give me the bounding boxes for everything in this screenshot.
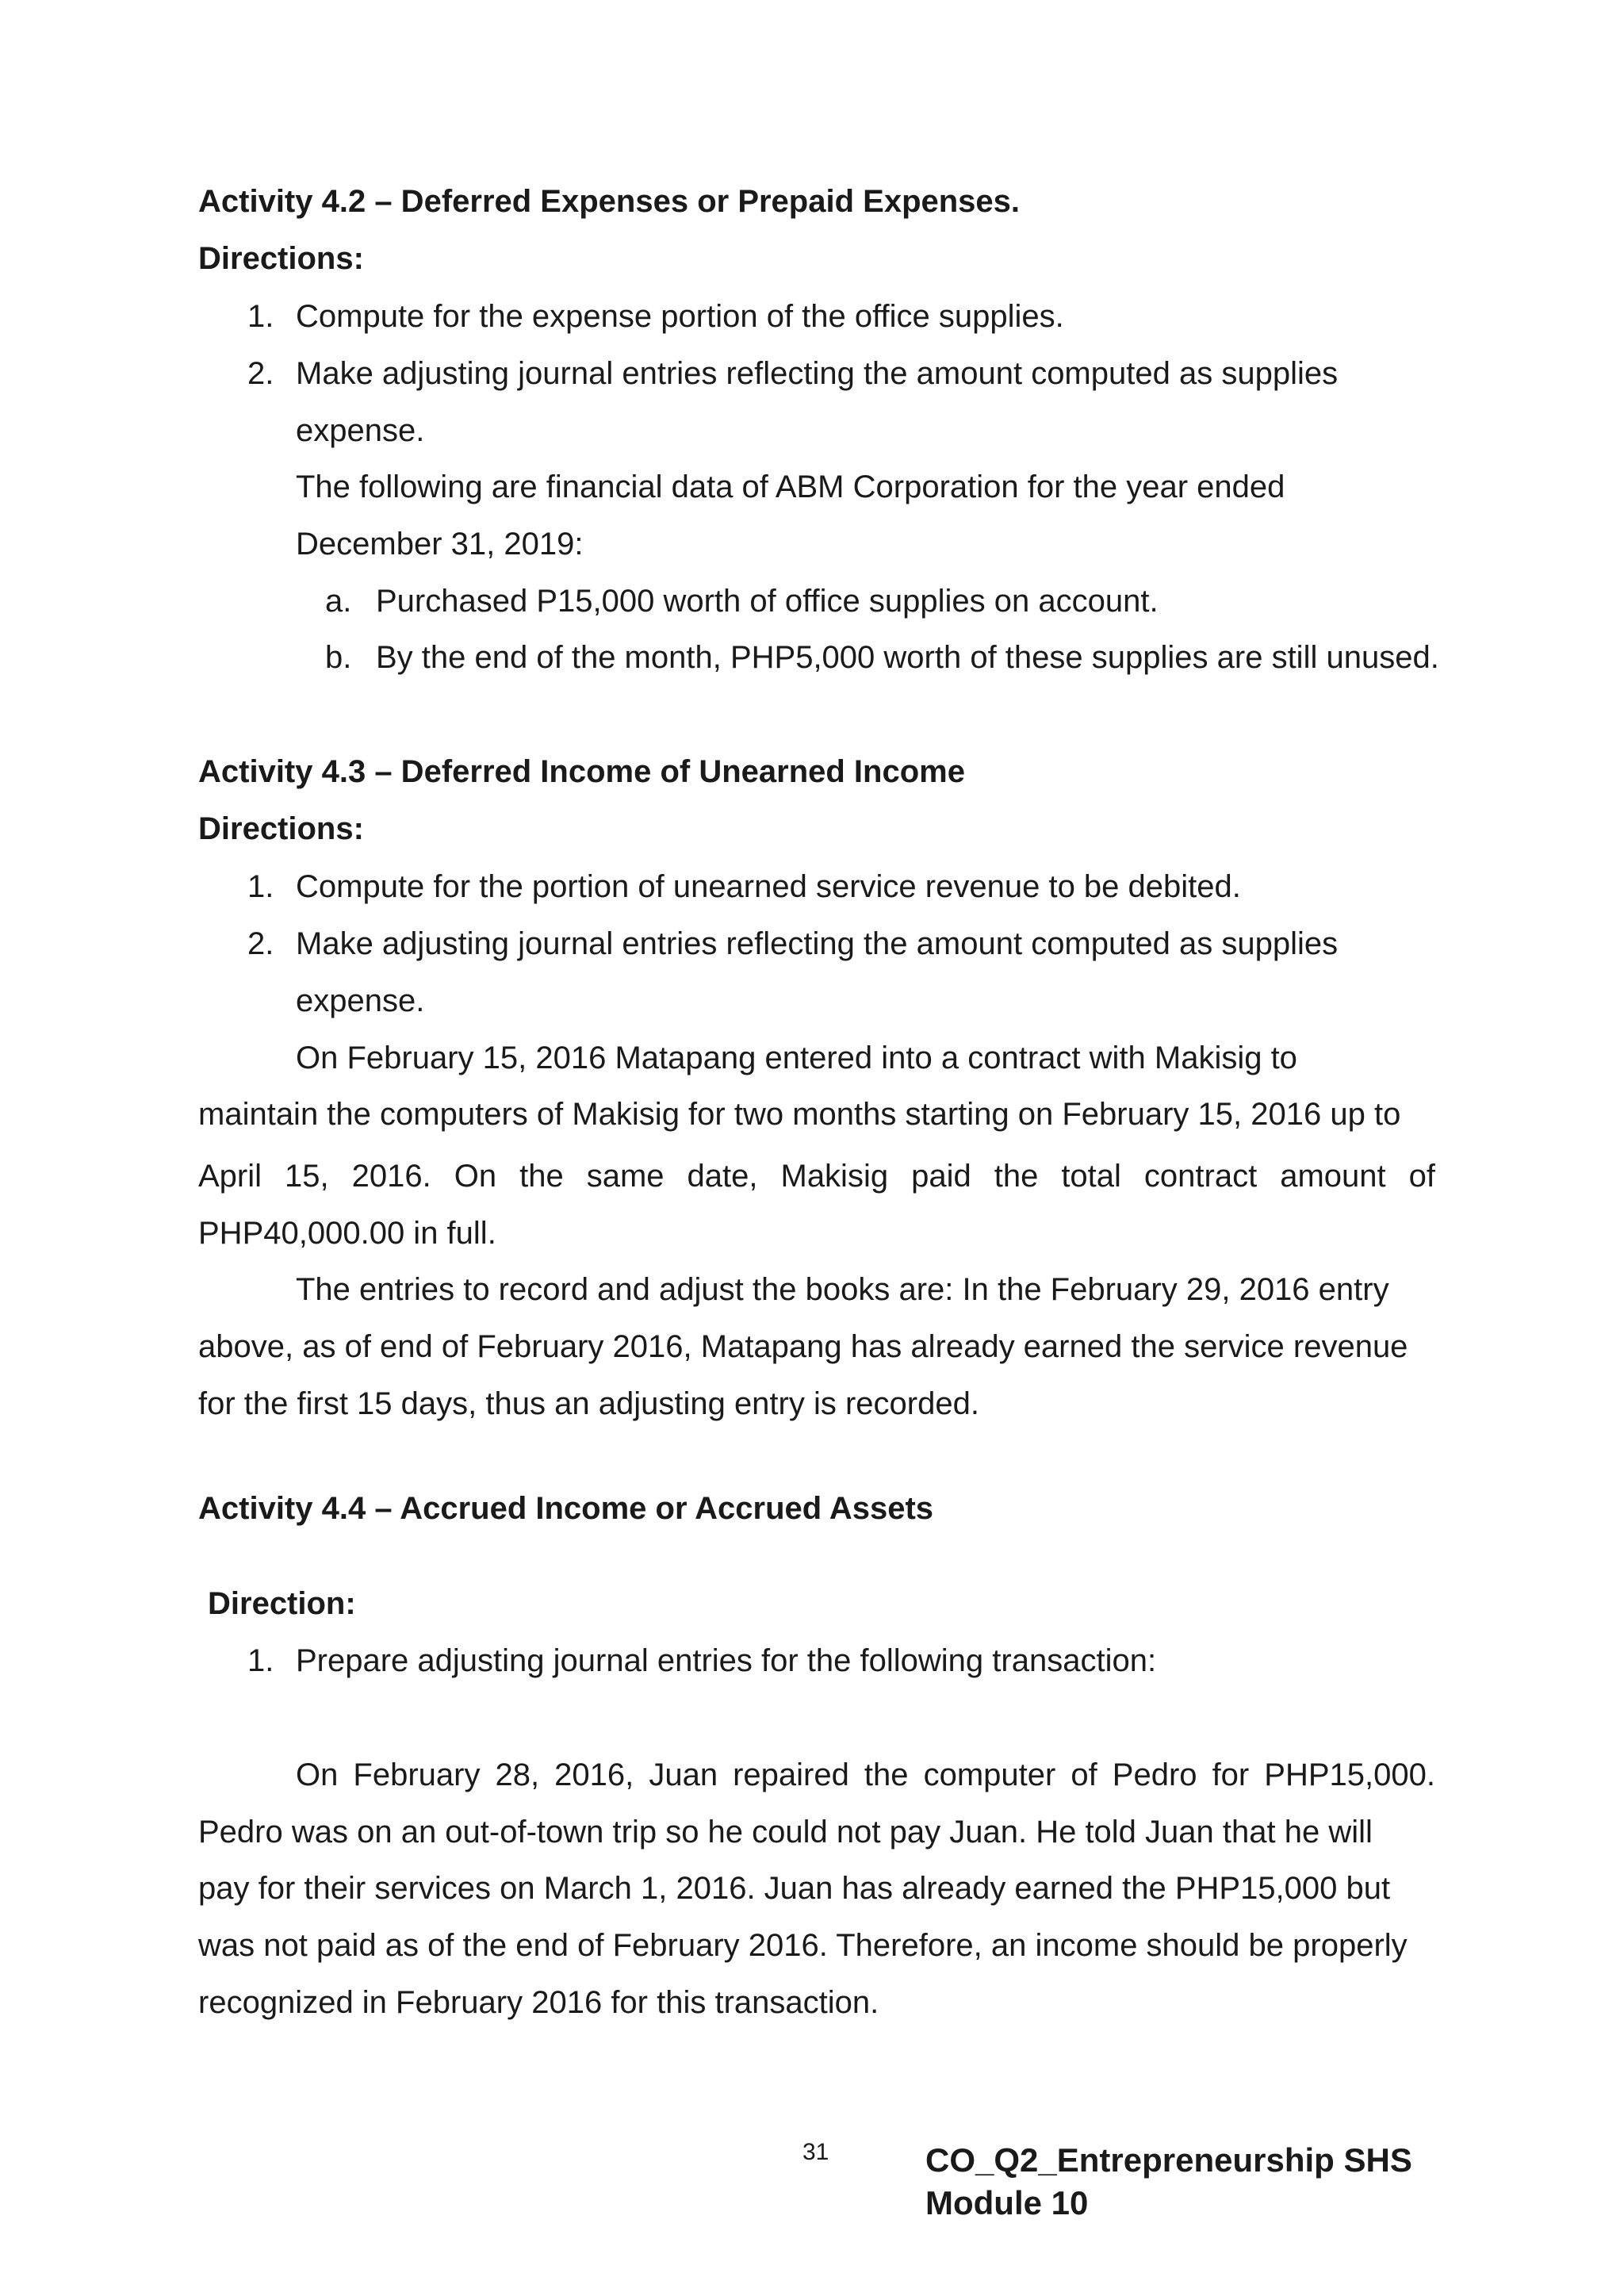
activity-4-3-paragraph1-line2: maintain the computers of Makisig for two months starting on February 15, 2016 up to (198, 1097, 1401, 1132)
activity-4-3-step1: Compute for the portion of unearned service revenue to be debited. (296, 869, 1241, 904)
activity-4-3-paragraph1-line1: On February 15, 2016 Matapang entered into a contract with Makisig to (296, 1041, 1297, 1075)
activity-4-2-step2-continued: expense. (296, 413, 425, 448)
activity-4-2-directions-label: Directions: (198, 241, 364, 276)
activity-4-2-intro-line1: The following are financial data of ABM Corporation for the year ended (296, 470, 1285, 504)
activity-4-2-step2: Make adjusting journal entries reflecting the amount computed as supplies (296, 356, 1339, 391)
activity-4-2-step1: Compute for the expense portion of the office supplies. (296, 299, 1064, 334)
activity-4-3-paragraph1-line4: PHP40,000.00 in full. (198, 1216, 496, 1251)
activity-4-2-step1-number: 1. (247, 299, 274, 334)
activity-4-3-paragraph2-line2: above, as of end of February 2016, Matapang has already earned the service revenue (198, 1329, 1408, 1364)
activity-4-3-paragraph2-line3: for the first 15 days, thus an adjusting entry is recorded. (198, 1386, 979, 1421)
activity-4-3-directions-label: Directions: (198, 811, 364, 846)
activity-4-4-paragraph-line5: recognized in February 2016 for this transaction. (198, 1985, 879, 2020)
activity-4-2-item-a-label: a. (325, 584, 352, 619)
activity-4-3-paragraph1-line3: April 15, 2016. On the same date, Makisig paid the total contract amount of (198, 1159, 1435, 1194)
activity-4-3-step2-number: 2. (247, 926, 274, 961)
activity-4-2-item-b-label: b. (325, 640, 352, 675)
module-code: CO_Q2_Entrepreneurship SHS (925, 2141, 1412, 2179)
activity-4-4-direction-label: Direction: (208, 1586, 356, 1621)
activity-4-2-item-a: Purchased P15,000 worth of office supplies on account. (376, 584, 1159, 619)
activity-4-4-paragraph-line4: was not paid as of the end of February 2016. Therefore, an income should be properly (198, 1928, 1408, 1963)
activity-4-3-title: Activity 4.3 – Deferred Income of Unearned Income (198, 754, 965, 789)
activity-4-4-step1: Prepare adjusting journal entries for the following transaction: (296, 1643, 1157, 1678)
activity-4-3-step2-continued: expense. (296, 983, 425, 1018)
activity-4-2-step2-number: 2. (247, 356, 274, 391)
activity-4-3-paragraph2-line1: The entries to record and adjust the books are: In the February 29, 2016 entry (296, 1272, 1389, 1307)
page-number: 31 (802, 2139, 829, 2165)
activity-4-2-item-b: By the end of the month, PHP5,000 worth of these supplies are still unused. (376, 640, 1439, 675)
module-number: Module 10 (925, 2184, 1089, 2221)
activity-4-4-title: Activity 4.4 – Accrued Income or Accrued Assets (198, 1491, 934, 1526)
activity-4-2-title: Activity 4.2 – Deferred Expenses or Prepaid Expenses. (198, 184, 1021, 219)
activity-4-4-step1-number: 1. (247, 1643, 274, 1678)
activity-4-3-step1-number: 1. (247, 869, 274, 904)
activity-4-2-intro-line2: December 31, 2019: (296, 527, 584, 562)
activity-4-4-paragraph-line1: On February 28, 2016, Juan repaired the computer of Pedro for PHP15,000. (296, 1757, 1435, 1792)
activity-4-4-paragraph-line2: Pedro was on an out-of-town trip so he could not pay Juan. He told Juan that he will (198, 1815, 1373, 1849)
activity-4-3-step2: Make adjusting journal entries reflecting the amount computed as supplies (296, 926, 1339, 961)
activity-4-4-paragraph-line3: pay for their services on March 1, 2016. Juan has already earned the PHP15,000 but (198, 1871, 1391, 1906)
